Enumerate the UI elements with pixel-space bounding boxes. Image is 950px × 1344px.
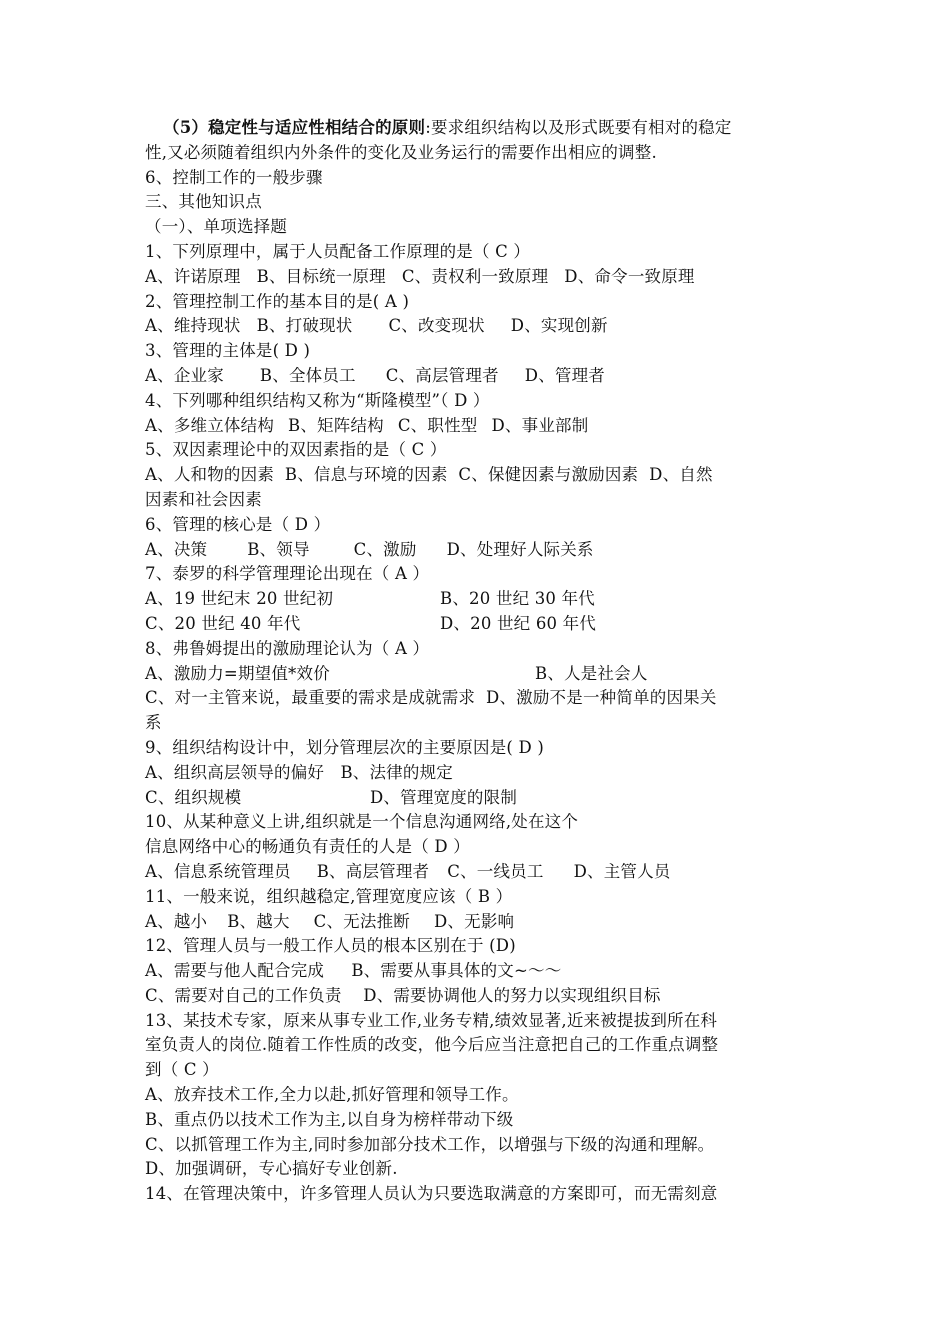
option: D、20 世纪 60 年代 [440,613,597,633]
question-13-option-c: C、以抓管理工作为主,同时参加部分技术工作，以增强与下级的沟通和理解。 [145,1134,715,1154]
question-9: 9、组织结构设计中，划分管理层次的主要原因是( D ) [145,737,544,757]
option: B、20 世纪 30 年代 [440,589,595,609]
question-14: 14、在管理决策中，许多管理人员认为只要选取满意的方案即可，而无需刻意 [145,1184,718,1204]
question-3-options [145,364,810,389]
option: C、高层管理者 [385,365,499,385]
question-5-options: A、人和物的因素 B、信息与环境的因素 C、保健因素与激励因素 D、自然 [145,465,713,485]
option: A、企业家 [145,365,224,385]
question-13-continuation-1: 室负责人的岗位.随着工作性质的改变，他今后应当注意把自己的工作重点调整 [145,1035,719,1055]
principle-5-continuation: 性,又必须随着组织内外条件的变化及业务运行的需要作出相应的调整. [145,142,657,162]
question-12: 12、管理人员与一般工作人员的根本区别在于 (D) [145,936,516,956]
option: C、组织规模 [145,787,242,807]
question-4-options [145,414,810,439]
question-13-option-a: A、放弃技术工作,全力以赴,抓好管理和领导工作。 [145,1085,519,1105]
option: B、人是社会人 [535,663,648,683]
option: A、信息系统管理员 [145,861,291,881]
question-9-options-row-2 [145,786,810,811]
option: A、越小 [145,911,208,931]
option: D、主管人员 [573,861,671,881]
question-7-options-row-2 [145,612,810,637]
question-13-option-b: B、重点仍以技术工作为主,以自身为榜样带动下级 [145,1109,514,1129]
option: D、实现创新 [510,316,608,336]
option: C、责权利一致原理 [401,266,549,286]
option: B、全体员工 [259,365,356,385]
option: A、许诺原理 [145,266,241,286]
option: D、处理好人际关系 [446,539,594,559]
subsection-1-heading: （一）、单项选择题 [145,217,288,237]
question-8-options-row-1 [145,662,810,687]
option: C、无法推断 [313,911,410,931]
option: D、无影响 [433,911,515,931]
question-13-continuation-2: 到（ C ） [145,1060,219,1080]
option: A、维持现状 [145,316,241,336]
question-7: 7、泰罗的科学管理理论出现在（ A ） [145,564,430,584]
principle-5-line [145,116,810,141]
question-8-options-continuation: 系 [145,713,162,733]
question-6-options [145,538,810,563]
question-12-options-row-2: C、需要对自己的工作负责 D、需要协调他人的努力以实现组织目标 [145,985,661,1005]
option: D、管理宽度的限制 [370,787,518,807]
option: C、20 世纪 40 年代 [145,613,301,633]
section-3-heading: 三、其他知识点 [145,192,262,212]
option: A、激励力=期望值*效价 [145,663,330,683]
option: A、19 世纪末 20 世纪初 [145,589,334,609]
question-10: 10、从某种意义上讲,组织就是一个信息沟通网络,处在这个 [145,812,579,832]
question-2-options [145,314,810,339]
option: B、打破现状 [256,316,353,336]
question-13: 13、某技术专家，原来从事专业工作,业务专精,绩效显著,近来被提拔到所在科 [145,1010,718,1030]
option: C、职性型 [397,415,478,435]
question-10-options [145,860,810,885]
question-5-options-continuation: 因素和社会因素 [145,489,262,509]
question-11: 11、一般来说，组织越稳定,管理宽度应该（ B ） [145,886,513,906]
option: A、多维立体结构 [145,415,275,435]
option: D、事业部制 [491,415,589,435]
question-13-option-d: D、加强调研，专心搞好专业创新. [145,1159,398,1179]
option: C、激励 [353,539,417,559]
question-1-options [145,265,810,290]
question-3: 3、管理的主体是( D ) [145,341,311,361]
option: D、管理者 [524,365,606,385]
question-7-options-row-1 [145,587,810,612]
option: B、高层管理者 [316,861,430,881]
question-4: 4、下列哪种组织结构又称为“斯隆模型”（ D ） [145,390,490,410]
option: A、决策 [145,539,208,559]
option: C、一线员工 [447,861,544,881]
question-8: 8、弗鲁姆提出的激励理论认为（ A ） [145,638,430,658]
question-1: 1、下列原理中，属于人员配备工作原理的是（ C ） [145,241,531,261]
option: C、改变现状 [388,316,485,336]
option: B、领导 [247,539,310,559]
question-2: 2、管理控制工作的基本目的是( A ) [145,291,410,311]
document-body [145,116,810,1207]
option: B、矩阵结构 [288,415,384,435]
principle-5-label: （5）稳定性与适应性相结合的原则 [163,118,426,137]
question-9-options-row-1: A、组织高层领导的偏好 B、法律的规定 [145,762,453,782]
question-11-options [145,910,810,935]
principle-5-text: :要求组织结构以及形式既要有相对的稳定 [425,118,732,137]
question-5: 5、双因素理论中的双因素指的是（ C ） [145,440,447,460]
question-8-options-row-2: C、对一主管来说，最重要的需求是成就需求 D、激励不是一种简单的因果关 [145,688,717,708]
option: D、命令一致原理 [564,266,695,286]
option: B、目标统一原理 [256,266,386,286]
question-6: 6、管理的核心是（ D ） [145,514,331,534]
option: B、越大 [227,911,290,931]
step-6-heading: 6、控制工作的一般步骤 [145,167,323,187]
question-12-options-row-1: A、需要与他人配合完成 B、需要从事具体的文~～～ [145,961,562,981]
question-10-continuation: 信息网络中心的畅通负有责任的人是（ D ） [145,837,470,857]
